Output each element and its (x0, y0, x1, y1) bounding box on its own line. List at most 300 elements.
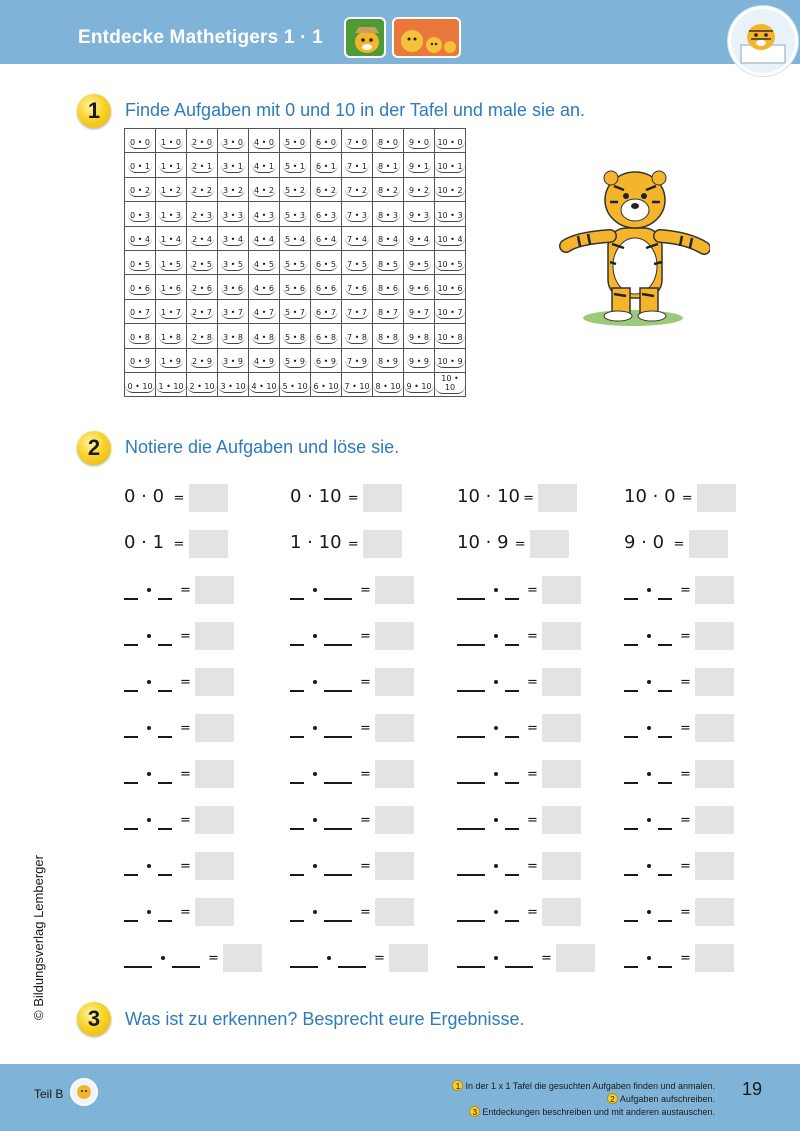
table-cell[interactable] (373, 202, 404, 226)
table-cell[interactable] (187, 275, 218, 299)
table-cell[interactable] (187, 250, 218, 274)
table-cell[interactable] (156, 299, 187, 323)
answer-box[interactable] (195, 806, 234, 834)
blank-line[interactable] (158, 690, 172, 692)
blank-line[interactable] (457, 874, 485, 876)
table-cell[interactable] (125, 275, 156, 299)
answer-box[interactable] (375, 576, 414, 604)
multiply-dot (494, 634, 498, 638)
table-cell[interactable] (373, 153, 404, 177)
answer-box[interactable] (195, 852, 234, 880)
blank-line[interactable] (505, 598, 519, 600)
table-cell[interactable] (249, 299, 280, 323)
table-cell[interactable] (404, 177, 435, 201)
blank-line[interactable] (505, 736, 519, 738)
table-cell[interactable] (249, 324, 280, 348)
answer-box[interactable] (363, 484, 402, 512)
blank-line[interactable] (124, 598, 138, 600)
table-cell[interactable] (342, 372, 373, 396)
table-cell[interactable] (435, 348, 466, 372)
blank-line[interactable] (158, 828, 172, 830)
blank-line[interactable] (124, 966, 152, 968)
blank-line[interactable] (158, 920, 172, 922)
multiply-dot (147, 818, 151, 822)
table-cell-text: 0 • 0 (130, 137, 150, 147)
table-cell[interactable] (156, 226, 187, 250)
table-cell[interactable] (342, 275, 373, 299)
blank-line[interactable] (624, 598, 638, 600)
blank-line[interactable] (324, 874, 352, 876)
answer-box[interactable] (695, 622, 734, 650)
table-cell[interactable] (373, 324, 404, 348)
table-cell[interactable] (435, 372, 466, 396)
table-cell[interactable] (218, 275, 249, 299)
answer-box[interactable] (195, 668, 234, 696)
answer-box[interactable] (542, 714, 581, 742)
blank-line[interactable] (624, 966, 638, 968)
blank-line[interactable] (124, 736, 138, 738)
table-cell-text: 8 • 1 (378, 162, 398, 172)
answer-box[interactable] (375, 852, 414, 880)
table-cell[interactable] (125, 129, 156, 153)
equals-sign: = (360, 675, 371, 690)
table-cell[interactable] (435, 226, 466, 250)
table-cell-text: 5 • 4 (285, 235, 305, 245)
table-cell[interactable] (311, 250, 342, 274)
answer-box[interactable] (542, 668, 581, 696)
blank-line[interactable] (624, 644, 638, 646)
blank-line[interactable] (658, 736, 672, 738)
table-cell[interactable] (249, 226, 280, 250)
table-cell[interactable] (125, 348, 156, 372)
table-cell[interactable] (435, 202, 466, 226)
blank-line[interactable] (158, 598, 172, 600)
blank-line[interactable] (457, 966, 485, 968)
blank-line[interactable] (505, 920, 519, 922)
table-cell[interactable] (280, 202, 311, 226)
blank-line[interactable] (624, 874, 638, 876)
page-number: 19 (742, 1079, 763, 1099)
answer-box[interactable] (363, 530, 402, 558)
multiply-dot (313, 772, 317, 776)
table-cell[interactable] (404, 275, 435, 299)
blank-line[interactable] (290, 966, 318, 968)
table-cell[interactable] (373, 372, 404, 396)
table-cell[interactable] (404, 372, 435, 396)
equals-sign: = (180, 859, 191, 874)
table-cell[interactable] (187, 202, 218, 226)
table-cell[interactable] (280, 275, 311, 299)
table-cell[interactable] (435, 177, 466, 201)
answer-box[interactable] (195, 622, 234, 650)
blank-line[interactable] (324, 828, 352, 830)
table-cell[interactable] (342, 250, 373, 274)
blank-line[interactable] (658, 644, 672, 646)
blank-line[interactable] (457, 920, 485, 922)
note-number: 1 (452, 1080, 463, 1091)
table-cell[interactable] (342, 202, 373, 226)
table-cell[interactable] (125, 324, 156, 348)
table-cell-text: 10 • 7 (437, 308, 463, 318)
table-cell[interactable] (311, 324, 342, 348)
table-cell[interactable] (249, 129, 280, 153)
answer-box[interactable] (695, 944, 734, 972)
table-cell-text: 2 • 4 (192, 235, 212, 245)
table-cell[interactable] (249, 202, 280, 226)
table-cell[interactable] (404, 226, 435, 250)
blank-line[interactable] (158, 736, 172, 738)
blank-line[interactable] (290, 828, 304, 830)
blank-line[interactable] (624, 782, 638, 784)
table-cell[interactable] (156, 177, 187, 201)
answer-box[interactable] (189, 484, 228, 512)
table-cell[interactable] (156, 275, 187, 299)
blank-line[interactable] (158, 644, 172, 646)
table-cell[interactable] (125, 372, 156, 396)
table-cell[interactable] (435, 129, 466, 153)
table-cell[interactable] (187, 299, 218, 323)
table-cell[interactable] (125, 153, 156, 177)
blank-line[interactable] (624, 828, 638, 830)
blank-line[interactable] (124, 920, 138, 922)
note-number: 3 (469, 1106, 480, 1117)
equals-sign: = (360, 859, 371, 874)
table-cell[interactable] (342, 348, 373, 372)
blank-line[interactable] (124, 644, 138, 646)
table-cell[interactable] (280, 348, 311, 372)
blank-line[interactable] (457, 690, 485, 692)
blank-line[interactable] (124, 690, 138, 692)
answer-box[interactable] (195, 576, 234, 604)
answer-box[interactable] (375, 714, 414, 742)
answer-box[interactable] (542, 760, 581, 788)
table-row (125, 324, 466, 348)
blank-line[interactable] (324, 920, 352, 922)
table-cell[interactable] (249, 250, 280, 274)
multiply-dot (147, 772, 151, 776)
equals-sign: = (173, 491, 185, 506)
table-cell[interactable] (342, 177, 373, 201)
table-row (125, 202, 466, 226)
table-cell[interactable] (404, 299, 435, 323)
answer-box[interactable] (695, 576, 734, 604)
answer-box[interactable] (695, 714, 734, 742)
blank-line[interactable] (457, 598, 485, 600)
blank-line[interactable] (624, 920, 638, 922)
table-cell-text: 2 • 0 (192, 137, 212, 147)
blank-line[interactable] (457, 782, 485, 784)
note-text: Entdeckungen beschreiben und mit anderen austauschen. (482, 1107, 715, 1117)
answer-box[interactable] (695, 806, 734, 834)
table-cell[interactable] (311, 348, 342, 372)
answer-box[interactable] (542, 806, 581, 834)
blank-line[interactable] (324, 690, 352, 692)
answer-box[interactable] (538, 484, 577, 512)
table-cell-text: 10 • 4 (437, 235, 463, 245)
table-cell[interactable] (280, 250, 311, 274)
table-cell-text: 1 • 4 (161, 235, 181, 245)
table-cell[interactable] (311, 226, 342, 250)
table-cell[interactable] (156, 202, 187, 226)
table-cell[interactable] (218, 372, 249, 396)
answer-box[interactable] (375, 622, 414, 650)
table-cell[interactable] (156, 129, 187, 153)
table-cell-text: 4 • 10 (251, 381, 277, 391)
table-row (125, 177, 466, 201)
table-cell[interactable] (373, 129, 404, 153)
answer-box[interactable] (542, 622, 581, 650)
blank-line[interactable] (505, 966, 533, 968)
table-cell-text: 4 • 5 (254, 259, 274, 269)
blank-line[interactable] (124, 874, 138, 876)
table-cell[interactable] (280, 129, 311, 153)
blank-line[interactable] (324, 598, 352, 600)
table-cell[interactable] (311, 299, 342, 323)
table-cell[interactable] (404, 348, 435, 372)
table-cell[interactable] (156, 348, 187, 372)
table-cell[interactable] (218, 348, 249, 372)
table-cell-text: 4 • 2 (254, 186, 274, 196)
table-cell-text: 9 • 6 (409, 284, 429, 294)
blank-line[interactable] (290, 690, 304, 692)
blank-line[interactable] (658, 598, 672, 600)
table-cell-text: 9 • 4 (409, 235, 429, 245)
table-cell[interactable] (218, 324, 249, 348)
table-cell[interactable] (435, 324, 466, 348)
equals-sign: = (680, 905, 691, 920)
table-cell[interactable] (187, 226, 218, 250)
blank-line[interactable] (658, 920, 672, 922)
table-cell[interactable] (280, 153, 311, 177)
blank-line[interactable] (290, 874, 304, 876)
answer-box[interactable] (542, 576, 581, 604)
answer-box[interactable] (375, 806, 414, 834)
table-cell[interactable] (249, 275, 280, 299)
table-cell[interactable] (280, 299, 311, 323)
table-cell[interactable] (342, 324, 373, 348)
answer-box[interactable] (530, 530, 569, 558)
table-cell[interactable] (311, 202, 342, 226)
table-cell[interactable] (249, 372, 280, 396)
table-cell[interactable] (435, 153, 466, 177)
answer-box[interactable] (195, 898, 234, 926)
table-cell[interactable] (373, 226, 404, 250)
table-cell[interactable] (125, 299, 156, 323)
blank-line[interactable] (324, 736, 352, 738)
table-cell[interactable] (280, 372, 311, 396)
table-cell[interactable] (311, 153, 342, 177)
table-cell[interactable] (311, 372, 342, 396)
table-cell[interactable] (435, 250, 466, 274)
blank-line[interactable] (290, 736, 304, 738)
answer-box[interactable] (695, 668, 734, 696)
blank-line[interactable] (324, 782, 352, 784)
blank-line[interactable] (505, 690, 519, 692)
table-cell[interactable] (218, 153, 249, 177)
answer-box[interactable] (542, 852, 581, 880)
answer-box[interactable] (695, 898, 734, 926)
answer-box[interactable] (389, 944, 428, 972)
answer-box[interactable] (695, 760, 734, 788)
equals-sign: = (173, 537, 185, 552)
tiger-illustration (558, 166, 710, 330)
table-cell[interactable] (404, 153, 435, 177)
answer-box[interactable] (223, 944, 262, 972)
blank-line[interactable] (290, 782, 304, 784)
table-cell[interactable] (187, 129, 218, 153)
table-cell-text: 3 • 1 (223, 162, 243, 172)
note-text: Aufgaben aufschreiben. (619, 1094, 715, 1104)
answer-box[interactable] (556, 944, 595, 972)
blank-line[interactable] (457, 736, 485, 738)
answer-box[interactable] (195, 714, 234, 742)
table-cell[interactable] (187, 153, 218, 177)
table-cell-text: 4 • 7 (254, 308, 274, 318)
equals-sign: = (523, 491, 534, 506)
blank-line[interactable] (505, 828, 519, 830)
table-cell[interactable] (435, 275, 466, 299)
table-cell[interactable] (373, 177, 404, 201)
table-cell[interactable] (373, 275, 404, 299)
table-cell[interactable] (125, 226, 156, 250)
blank-line[interactable] (624, 690, 638, 692)
teacher-notes (452, 1080, 715, 1119)
table-cell[interactable] (280, 226, 311, 250)
table-cell-text: 1 • 0 (161, 137, 181, 147)
equals-sign: = (180, 905, 191, 920)
answer-box[interactable] (697, 484, 736, 512)
table-cell[interactable] (187, 372, 218, 396)
answer-box[interactable] (189, 530, 228, 558)
table-cell[interactable] (311, 275, 342, 299)
blank-line[interactable] (124, 782, 138, 784)
table-cell[interactable] (125, 177, 156, 201)
table-cell-text: 1 • 6 (161, 284, 181, 294)
table-cell-text: 9 • 3 (409, 210, 429, 220)
equals-sign: = (680, 951, 691, 966)
equation-text: 0 · 10 (290, 486, 342, 507)
table-cell[interactable] (311, 129, 342, 153)
blank-line[interactable] (505, 782, 519, 784)
answer-box[interactable] (542, 898, 581, 926)
table-row (125, 372, 466, 396)
table-cell-text: 8 • 9 (378, 357, 398, 367)
blank-line[interactable] (158, 874, 172, 876)
table-cell[interactable] (404, 202, 435, 226)
blank-line[interactable] (505, 874, 519, 876)
table-cell[interactable] (125, 250, 156, 274)
table-cell[interactable] (187, 348, 218, 372)
answer-box[interactable] (375, 668, 414, 696)
blank-line[interactable] (290, 598, 304, 600)
table-cell[interactable] (218, 226, 249, 250)
table-cell-text: 10 • 1 (437, 162, 463, 172)
blank-line[interactable] (124, 828, 138, 830)
table-cell-text: 6 • 0 (316, 137, 336, 147)
multiply-dot (147, 588, 151, 592)
table-cell-text: 4 • 1 (254, 162, 274, 172)
table-cell[interactable] (404, 129, 435, 153)
table-cell[interactable] (218, 299, 249, 323)
table-cell[interactable] (280, 324, 311, 348)
table-cell[interactable] (218, 250, 249, 274)
answer-box[interactable] (195, 760, 234, 788)
table-cell[interactable] (187, 177, 218, 201)
table-cell[interactable] (156, 250, 187, 274)
blank-line[interactable] (172, 966, 200, 968)
equals-sign: = (514, 537, 526, 552)
table-cell[interactable] (156, 372, 187, 396)
blank-line[interactable] (290, 920, 304, 922)
table-cell[interactable] (187, 324, 218, 348)
blank-line[interactable] (658, 828, 672, 830)
answer-box[interactable] (375, 898, 414, 926)
table-cell[interactable] (125, 202, 156, 226)
tiger-logo-badge (728, 6, 798, 76)
table-cell[interactable] (311, 177, 342, 201)
table-cell[interactable] (435, 299, 466, 323)
blank-line[interactable] (324, 644, 352, 646)
table-cell[interactable] (342, 299, 373, 323)
equals-sign: = (347, 537, 359, 552)
table-cell[interactable] (404, 250, 435, 274)
table-cell[interactable] (218, 202, 249, 226)
table-cell[interactable] (342, 153, 373, 177)
table-cell[interactable] (280, 177, 311, 201)
note-1 (452, 1080, 715, 1093)
table-cell[interactable] (342, 129, 373, 153)
table-cell[interactable] (404, 324, 435, 348)
blank-line[interactable] (158, 782, 172, 784)
table-cell[interactable] (218, 129, 249, 153)
table-cell[interactable] (342, 226, 373, 250)
blank-line[interactable] (290, 644, 304, 646)
equals-sign: = (527, 629, 538, 644)
blank-line[interactable] (658, 690, 672, 692)
blank-line[interactable] (457, 828, 485, 830)
blank-line[interactable] (457, 644, 485, 646)
multiply-dot (647, 588, 651, 592)
note-number: 2 (607, 1093, 618, 1104)
answer-box[interactable] (375, 760, 414, 788)
table-cell[interactable] (249, 177, 280, 201)
answer-box[interactable] (689, 530, 728, 558)
table-cell-text: 10 • 10 (435, 374, 465, 394)
table-cell-text: 8 • 0 (378, 137, 398, 147)
table-row (125, 299, 466, 323)
table-cell[interactable] (373, 348, 404, 372)
blank-line[interactable] (658, 782, 672, 784)
blank-line[interactable] (505, 644, 519, 646)
table-cell[interactable] (156, 324, 187, 348)
answer-box[interactable] (695, 852, 734, 880)
table-cell[interactable] (156, 153, 187, 177)
equation-text: 10 · 0 (624, 486, 676, 507)
exercise-3-instruction: Was ist zu erkennen? Besprecht eure Ergebnisse. (125, 1009, 525, 1029)
blank-line[interactable] (624, 736, 638, 738)
table-cell[interactable] (249, 153, 280, 177)
blank-line[interactable] (658, 966, 672, 968)
table-cell[interactable] (218, 177, 249, 201)
table-cell[interactable] (373, 250, 404, 274)
table-cell-text: 7 • 0 (347, 137, 367, 147)
table-cell-text: 9 • 2 (409, 186, 429, 196)
blank-line[interactable] (338, 966, 366, 968)
table-cell[interactable] (373, 299, 404, 323)
table-cell[interactable] (249, 348, 280, 372)
equation-text: 1 · 10 (290, 532, 342, 553)
blank-line[interactable] (658, 874, 672, 876)
